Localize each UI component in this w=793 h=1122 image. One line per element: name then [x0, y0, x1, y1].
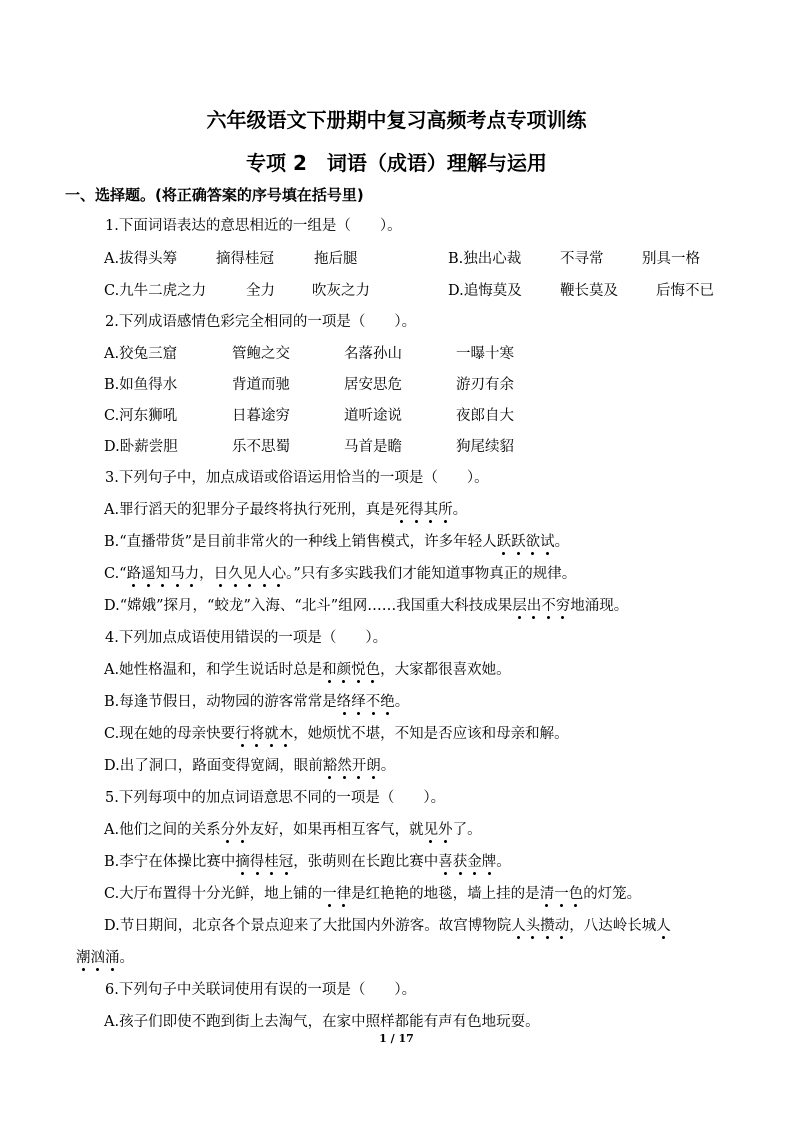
- q1-option-c-3: 吹灰之力: [312, 283, 370, 299]
- q5-d-text-2: ，八达岭长城: [569, 918, 657, 934]
- q1-option-a-3: 拖后腿: [314, 251, 358, 267]
- q2-a-3: 名落孙山: [344, 346, 402, 362]
- q3-b-text: B.“直播带货”是目前非常火的一种线上销售模式，许多年轻人: [104, 534, 497, 550]
- q4-b-end: 。: [394, 694, 410, 710]
- question-2-option-d: [104, 437, 624, 457]
- q5-a-text-3: 了。: [452, 822, 482, 838]
- q5-a-text-1: A.他们之间的关系: [104, 822, 221, 838]
- q2-b-4: 游刃有余: [456, 377, 514, 393]
- question-2-option-b: [104, 375, 624, 395]
- q4-d-end: 。: [380, 758, 396, 774]
- q2-a-1: A.狡兔三窟: [104, 346, 178, 362]
- q2-d-2: 乐不思蜀: [232, 439, 290, 455]
- question-1-stem: 1.下面词语表达的意思相近的一组是（ ）。: [105, 218, 402, 234]
- question-2-stem: 2.下列成语感情色彩完全相同的一项是（ ）。: [105, 314, 417, 330]
- page-title: 六年级语文下册期中复习高频考点专项训练: [206, 108, 587, 132]
- question-5-option-c: [104, 884, 641, 904]
- question-6-option-a: A.孩子们即使不跑到街上去淘气，在家中照样都能有声有色地玩耍。: [104, 1014, 540, 1030]
- question-2-option-c: [104, 406, 624, 426]
- q3-c-emphasis: 路遥知马力，日久见人心: [126, 566, 287, 582]
- q2-b-1: B.如鱼得水: [104, 377, 178, 393]
- q3-a-text: A.罪行滔天的犯罪分子最终将执行死刑，真是: [104, 502, 395, 518]
- q5-d-text-3: 。: [119, 950, 134, 966]
- question-5-stem: 5.下列每项中的加点词语意思不同的一项是（ ）。: [105, 790, 446, 806]
- question-3-stem: 3.下列句子中，加点成语或俗语运用恰当的一项是（ ）。: [105, 470, 489, 486]
- q3-b-end: 。: [554, 534, 570, 550]
- q2-d-4: 狗尾续貂: [456, 439, 514, 455]
- q1-option-a-1: A.拔得头筹: [104, 251, 178, 267]
- question-3-option-b: [104, 532, 569, 552]
- question-6-stem: 6.下列句子中关联词使用有误的一项是（ ）。: [105, 982, 417, 998]
- q5-a-emphasis-1: 分外: [220, 822, 250, 838]
- q4-c-end: ，她烦忧不堪，不知是否应该和母亲和解。: [293, 726, 569, 742]
- q3-d-emphasis: 层出不穷: [512, 598, 571, 614]
- q3-c-end: 。”只有多实践我们才能知道事物真正的规律。: [286, 566, 577, 582]
- section-heading: 一、选择题。(将正确答案的序号填在括号里): [65, 186, 364, 204]
- q5-c-emphasis-2: 清一色: [539, 886, 584, 902]
- q2-a-4: 一曝十寒: [456, 346, 514, 362]
- question-2-option-a: [104, 344, 624, 364]
- q2-a-2: 管鲍之交: [232, 346, 290, 362]
- q3-d-text: D.“嫦娥”探月，“蛟龙”入海、“北斗”组网……我国重大科技成果: [104, 598, 513, 614]
- q2-b-2: 背道而驰: [232, 377, 290, 393]
- question-5-option-d-continued: [76, 948, 134, 968]
- q5-d-emphasis-2b: 潮汹涌: [76, 950, 120, 966]
- question-3-option-d: [104, 596, 628, 616]
- q5-c-text-3: 的灯笼。: [583, 886, 642, 902]
- q4-c-text: C.现在她的母亲快要: [104, 726, 236, 742]
- q4-d-emphasis: 豁然开朗: [322, 758, 381, 774]
- q1-option-d-2: 鞭长莫及: [560, 283, 618, 299]
- q1-option-b-1: B.独出心裁: [448, 251, 522, 267]
- q5-b-emphasis-2: 喜获金牌: [438, 854, 497, 870]
- q3-a-end: 。: [452, 502, 468, 518]
- q2-c-3: 道听途说: [344, 408, 402, 424]
- question-3-option-c: [104, 564, 576, 584]
- q1-option-c-1: C.九牛二虎之力: [104, 283, 207, 299]
- question-5-option-d: [104, 916, 671, 936]
- question-4-option-d: [104, 756, 395, 776]
- q4-a-end: ，大家都很喜欢她。: [380, 662, 511, 678]
- q2-c-4: 夜郎自大: [456, 408, 514, 424]
- q1-option-c-2: 全力: [246, 283, 275, 299]
- q4-a-emphasis: 和颜悦色: [322, 662, 381, 678]
- q5-a-emphasis-2: 见外: [423, 822, 453, 838]
- question-3-option-a: [104, 500, 467, 520]
- q4-b-text: B.每逢节假日，动物园的游客常常是: [104, 694, 337, 710]
- q4-b-emphasis: 络绎不绝: [336, 694, 395, 710]
- q1-option-d-3: 后悔不已: [656, 283, 714, 299]
- q5-b-text-3: 。: [496, 854, 511, 870]
- q2-d-1: D.卧薪尝胆: [104, 439, 178, 455]
- question-4-stem: 4.下列加点成语使用错误的一项是（ ）。: [105, 630, 388, 646]
- question-1-options-row1: [104, 249, 744, 269]
- question-4-option-a: [104, 660, 511, 680]
- q2-b-3: 居安思危: [344, 377, 402, 393]
- q4-d-text: D.出了洞口，路面变得宽阔，眼前: [104, 758, 323, 774]
- q2-c-1: C.河东狮吼: [104, 408, 178, 424]
- q5-d-emphasis-2a: 人: [656, 918, 671, 934]
- q1-option-b-2: 不寻常: [560, 251, 604, 267]
- q3-a-emphasis: 死得其所: [394, 502, 453, 518]
- question-1-options-row2: [104, 281, 744, 301]
- question-5-option-a: [104, 820, 482, 840]
- q1-option-d-1: D.追悔莫及: [448, 283, 522, 299]
- q5-c-text-2: 是红艳艳的地毯，墙上挂的是: [351, 886, 540, 902]
- q5-d-emphasis-1: 人头攒动: [511, 918, 570, 934]
- q1-option-b-3: 别具一格: [642, 251, 700, 267]
- page-subtitle: 专项 2 词语（成语）理解与运用: [246, 151, 547, 175]
- q3-d-end: 地涌现。: [570, 598, 629, 614]
- q1-option-a-2: 摘得桂冠: [216, 251, 274, 267]
- q2-d-3: 马首是瞻: [344, 439, 402, 455]
- q4-a-text: A.她性格温和，和学生说话时总是: [104, 662, 323, 678]
- q2-c-2: 日暮途穷: [232, 408, 290, 424]
- question-5-option-b: [104, 852, 511, 872]
- q3-b-emphasis: 跃跃欲试: [496, 534, 555, 550]
- question-4-option-c: [104, 724, 569, 744]
- q5-c-text-1: C.大厅布置得十分光鲜，地上铺的: [104, 886, 323, 902]
- q3-c-text: C.“: [104, 566, 127, 582]
- q5-b-text-2: ，张萌则在长跑比赛中: [293, 854, 439, 870]
- q4-c-emphasis: 行将就木: [235, 726, 294, 742]
- q5-b-text-1: B.李宁在体操比赛中: [104, 854, 236, 870]
- q5-d-text-1: D.节日期间，北京各个景点迎来了大批国内外游客。故宫博物院: [104, 918, 512, 934]
- q5-b-emphasis-1: 摘得桂冠: [235, 854, 294, 870]
- question-4-option-b: [104, 692, 409, 712]
- q5-a-text-2: 友好，如果再相互客气，就: [249, 822, 424, 838]
- page-number: 1 / 17: [379, 1032, 414, 1045]
- q5-c-emphasis-1: 一律: [322, 886, 352, 902]
